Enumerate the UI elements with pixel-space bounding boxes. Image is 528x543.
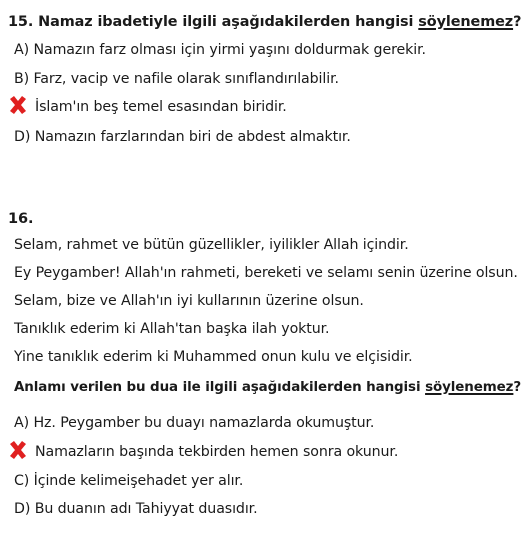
q16-stem bbox=[14, 379, 521, 397]
q15-number: 15. bbox=[8, 14, 34, 30]
q16-prayer-line-3: Selam, bize ve Allah'ın iyi kullarının üzerine olsun. bbox=[14, 293, 364, 309]
q16-option-a-text: Hz. Peygamber bu duayı namazlarda okumuştur. bbox=[33, 415, 375, 431]
q16-option-d-letter: D) bbox=[14, 501, 31, 517]
q15-option-c[interactable] bbox=[35, 98, 287, 116]
q16-prayer-line-2: Ey Peygamber! Allah'ın rahmeti, bereketi ve selamı senin üzerine olsun. bbox=[14, 265, 518, 281]
q16-option-d[interactable] bbox=[14, 500, 258, 518]
q16-stem-end: ? bbox=[513, 380, 522, 395]
q16-option-a-letter: A) bbox=[14, 415, 30, 431]
q15-option-a[interactable] bbox=[14, 41, 426, 59]
q15-option-b[interactable] bbox=[14, 70, 339, 88]
q16-option-a[interactable] bbox=[14, 414, 374, 432]
q16-stem-emphasis: söylenemez bbox=[425, 380, 514, 395]
q15-option-b-letter: B) bbox=[14, 71, 30, 87]
q16-option-d-text: Bu duanın adı Tahiyyat duasıdır. bbox=[34, 501, 258, 517]
q15-stem-text: Namaz ibadetiyle ilgili aşağıdakilerden hangisi bbox=[38, 14, 414, 30]
q15-option-b-text: Farz, vacip ve nafile olarak sınıflandırılabilir. bbox=[33, 71, 339, 87]
q16-option-b-text: Namazların başında tekbirden hemen sonra okunur. bbox=[35, 444, 399, 460]
q15-option-d-text: Namazın farzlarından biri de abdest almaktır. bbox=[34, 129, 351, 145]
q16-option-b[interactable] bbox=[35, 443, 398, 461]
q15-stem bbox=[8, 13, 521, 31]
q15-stem-emphasis: söylenemez bbox=[418, 14, 514, 30]
q16-option-c-text: İçinde kelimeişehadet yer alır. bbox=[33, 473, 244, 489]
q16-stem-text: Anlamı verilen bu dua ile ilgili aşağıdakilerden hangisi bbox=[14, 380, 421, 395]
wrong-answer-cross-icon bbox=[7, 439, 29, 461]
q16-prayer-line-5: Yine tanıklık ederim ki Muhammed onun kulu ve elçisidir. bbox=[14, 349, 413, 365]
q15-stem-end: ? bbox=[513, 14, 522, 30]
q16-option-c[interactable] bbox=[14, 472, 243, 490]
q16-prayer-line-4: Tanıklık ederim ki Allah'tan başka ilah yoktur. bbox=[14, 321, 330, 337]
q15-option-a-letter: A) bbox=[14, 42, 30, 58]
q16-prayer-line-1: Selam, rahmet ve bütün güzellikler, iyilikler Allah içindir. bbox=[14, 237, 409, 253]
q16-option-c-letter: C) bbox=[14, 473, 30, 489]
q15-option-a-text: Namazın farz olması için yirmi yaşını doldurmak gerekir. bbox=[33, 42, 426, 58]
q15-option-d[interactable] bbox=[14, 128, 351, 146]
q15-option-c-text: İslam'ın beş temel esasından biridir. bbox=[35, 99, 287, 115]
q16-number: 16. bbox=[8, 211, 34, 227]
wrong-answer-cross-icon bbox=[7, 94, 29, 116]
q15-option-d-letter: D) bbox=[14, 129, 31, 145]
